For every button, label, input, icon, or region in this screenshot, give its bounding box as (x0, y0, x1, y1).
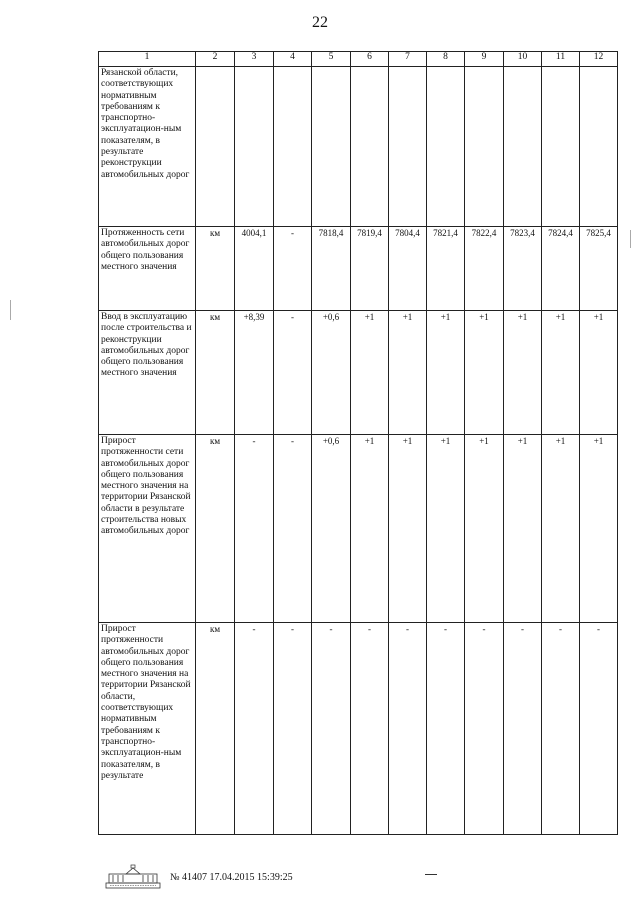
unit-cell: км (196, 623, 235, 835)
right-edge-mark (630, 230, 631, 248)
value-cell: +8,39 (235, 311, 274, 435)
value-cell: +1 (351, 311, 389, 435)
value-cell: +1 (504, 435, 542, 623)
value-cell (312, 67, 351, 227)
value-cell: - (504, 623, 542, 835)
value-cell: +1 (504, 311, 542, 435)
column-header: 5 (312, 52, 351, 67)
value-cell: - (274, 435, 312, 623)
indicator-label: Ввод в эксплуатацию после строительства и реконструкции автомобильных дорог общего пользования местного значения (99, 311, 196, 435)
value-cell (351, 67, 389, 227)
column-header: 7 (389, 52, 427, 67)
table-row (99, 435, 618, 623)
margin-dash (425, 874, 437, 875)
value-cell (542, 67, 580, 227)
column-header: 1 (99, 52, 196, 67)
value-cell: - (389, 623, 427, 835)
value-cell (274, 67, 312, 227)
table-header-row (99, 52, 618, 67)
column-header: 11 (542, 52, 580, 67)
value-cell: +1 (389, 435, 427, 623)
column-header: 10 (504, 52, 542, 67)
value-cell: 7823,4 (504, 227, 542, 311)
value-cell: 4004,1 (235, 227, 274, 311)
value-cell: - (274, 227, 312, 311)
value-cell (427, 67, 465, 227)
value-cell: +1 (465, 311, 504, 435)
table-row (99, 227, 618, 311)
value-cell: +1 (427, 435, 465, 623)
value-cell: - (351, 623, 389, 835)
building-seal-icon (104, 864, 162, 890)
value-cell: +1 (542, 435, 580, 623)
value-cell: 7824,4 (542, 227, 580, 311)
indicator-label: Протяженность сети автомобильных дорог общего пользования местного значения (99, 227, 196, 311)
value-cell: +1 (580, 435, 618, 623)
value-cell: 7804,4 (389, 227, 427, 311)
value-cell (235, 67, 274, 227)
value-cell: +0,6 (312, 311, 351, 435)
document-stamp: № 41407 17.04.2015 15:39:25 (170, 872, 293, 883)
value-cell: +1 (465, 435, 504, 623)
indicator-label: Рязанской области, соответствующих нормативным требованиям к транспортно-эксплуатацион-ным показателям, в результате реконструкции автомобильных дорог (99, 67, 196, 227)
value-cell: - (235, 435, 274, 623)
table-body (99, 52, 618, 835)
column-header: 3 (235, 52, 274, 67)
left-edge-mark (10, 300, 11, 320)
value-cell: - (465, 623, 504, 835)
table-row (99, 67, 618, 227)
value-cell: +1 (351, 435, 389, 623)
unit-cell: км (196, 227, 235, 311)
unit-cell: км (196, 435, 235, 623)
value-cell: +1 (542, 311, 580, 435)
value-cell: - (312, 623, 351, 835)
value-cell: - (427, 623, 465, 835)
value-cell: +0,6 (312, 435, 351, 623)
indicator-label: Прирост протяженности автомобильных дорог общего пользования местного значения на территории Рязанской области, соответствующих нормативным требованиям к транспортно-эксплуатацион-ным показателям, в результате (99, 623, 196, 835)
unit-cell: км (196, 311, 235, 435)
value-cell: 7819,4 (351, 227, 389, 311)
value-cell: 7822,4 (465, 227, 504, 311)
value-cell: +1 (580, 311, 618, 435)
value-cell (504, 67, 542, 227)
value-cell: 7825,4 (580, 227, 618, 311)
value-cell: 7818,4 (312, 227, 351, 311)
footer (104, 864, 424, 890)
unit-cell (196, 67, 235, 227)
value-cell (465, 67, 504, 227)
value-cell (389, 67, 427, 227)
value-cell: +1 (427, 311, 465, 435)
column-header: 9 (465, 52, 504, 67)
indicator-label: Прирост протяженности сети автомобильных дорог общего пользования местного значения на территории Рязанской области в результате строительства новых автомобильных дорог (99, 435, 196, 623)
column-header: 12 (580, 52, 618, 67)
value-cell: - (274, 623, 312, 835)
column-header: 2 (196, 52, 235, 67)
table-row (99, 311, 618, 435)
page-number: 22 (312, 14, 328, 31)
value-cell (580, 67, 618, 227)
value-cell: - (235, 623, 274, 835)
value-cell: - (542, 623, 580, 835)
value-cell: +1 (389, 311, 427, 435)
table-row (99, 623, 618, 835)
indicators-table (98, 51, 618, 835)
value-cell: - (580, 623, 618, 835)
column-header: 6 (351, 52, 389, 67)
column-header: 8 (427, 52, 465, 67)
column-header: 4 (274, 52, 312, 67)
value-cell: - (274, 311, 312, 435)
value-cell: 7821,4 (427, 227, 465, 311)
